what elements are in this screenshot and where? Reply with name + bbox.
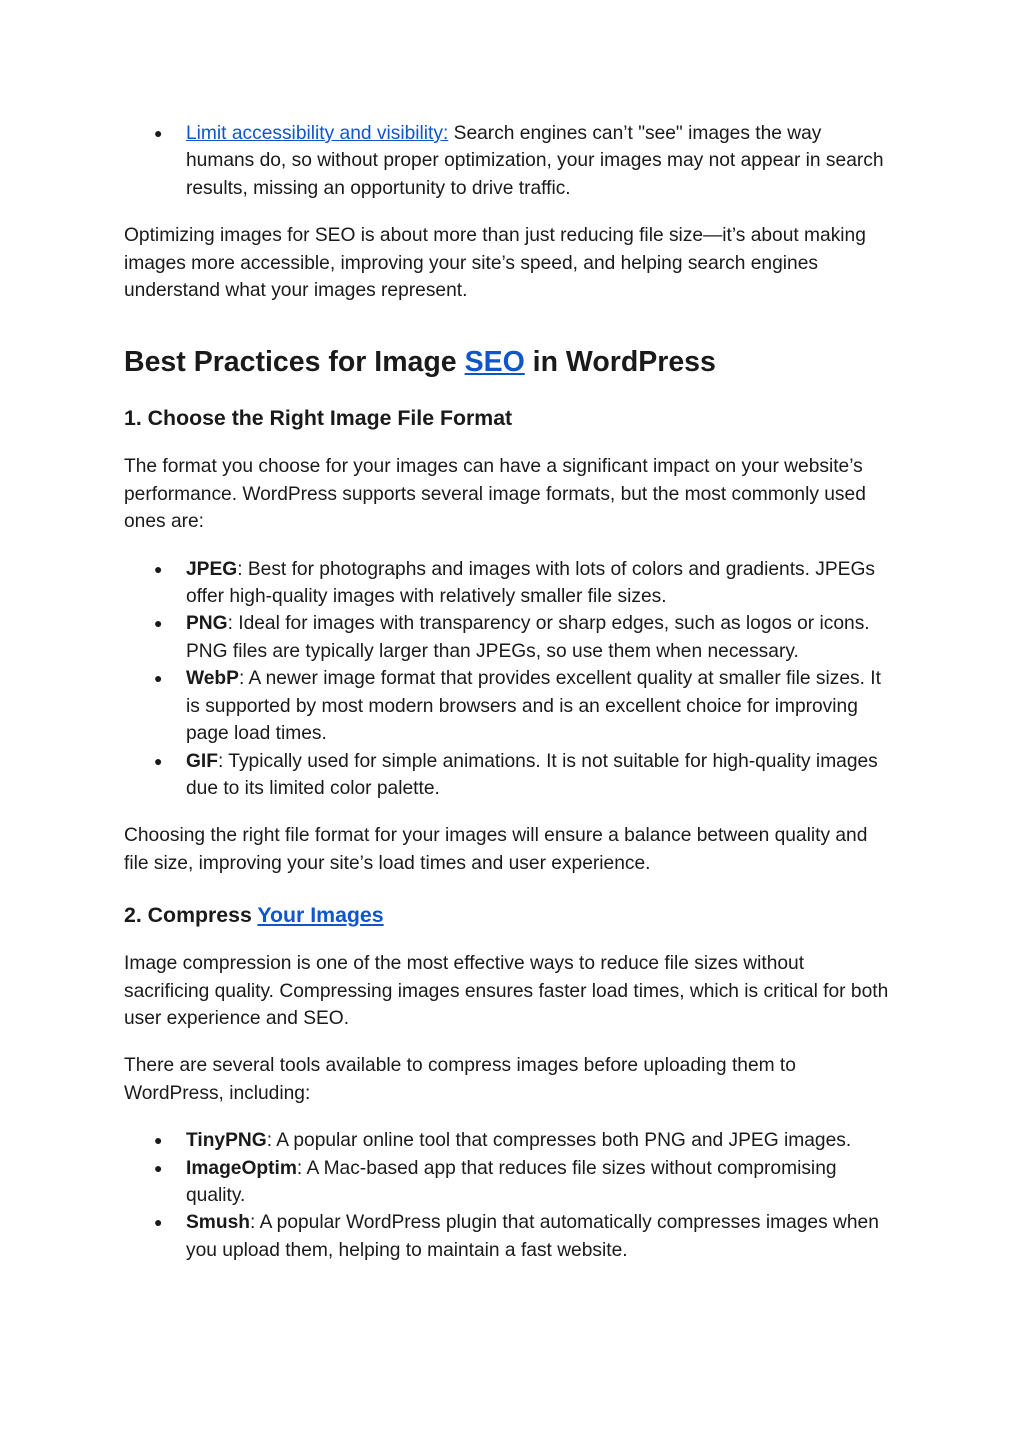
tool-desc: : A popular online tool that compresses both PNG and JPEG images. (266, 1130, 852, 1152)
section1-paragraph: The format you choose for your images can have a significant impact on your website’s performance. WordPress supports several image formats, but the most commonly used ones are: (124, 456, 866, 533)
format-desc: : Typically used for simple animations. It is not suitable for high-quality images due to its limited color palette. (186, 750, 878, 799)
bullet-icon: ● (154, 1132, 163, 1149)
list-item-text: Search engines can’t "see" images the way humans do, so without proper optimization, your images may not appear in search results, missing an opportunity to drive traffic. (186, 123, 884, 199)
format-term: WebP (186, 668, 239, 690)
section2-paragraph2: There are several tools available to compress images before uploading them to WordPress, including: (124, 1055, 796, 1104)
intro-paragraph: Optimizing images for SEO is about more than just reducing file size—it’s about making images more accessible, improving your site’s speed, and helping search engines understand what your images represent. (124, 225, 866, 302)
bullet-icon: ● (154, 125, 163, 141)
main-heading (124, 344, 894, 380)
format-term: PNG (186, 613, 228, 635)
tool-term: Smush (186, 1212, 250, 1234)
intro-bullet-list (124, 120, 894, 202)
format-term: JPEG (186, 558, 238, 580)
main-heading-text: Best Practices for Image (124, 346, 465, 379)
tool-term: ImageOptim (186, 1157, 297, 1179)
bullet-icon: ● (154, 1159, 163, 1176)
seo-link[interactable]: SEO (464, 346, 525, 379)
section1-heading: 1. Choose the Right Image File Format (124, 406, 513, 431)
bullet-icon: ● (154, 560, 163, 577)
section2-heading (124, 901, 894, 929)
bullet-icon: ● (154, 1214, 163, 1231)
list-item (124, 556, 894, 611)
accessibility-link[interactable]: Limit accessibility and visibility (186, 123, 443, 144)
tool-term: TinyPNG (186, 1130, 267, 1152)
list-item (124, 1155, 894, 1210)
format-list (124, 556, 894, 803)
bullet-icon: ● (154, 615, 163, 632)
list-item (124, 1209, 894, 1264)
accessibility-link-colon[interactable]: : (442, 123, 449, 144)
format-desc: : A newer image format that provides excellent quality at smaller file sizes. It is supported by most modern browsers and is an excellent choice for improving page load times. (186, 668, 881, 745)
section1-closing: Choosing the right file format for your images will ensure a balance between quality and file size, improving your site’s load times and user experience. (124, 825, 868, 874)
list-item (124, 1127, 894, 1154)
tool-desc: : A Mac-based app that reduces file sizes without compromising quality. (186, 1157, 837, 1206)
bullet-icon: ● (154, 752, 163, 769)
format-desc: : Best for photographs and images with lots of colors and gradients. JPEGs offer high-quality images with relatively smaller file sizes. (186, 558, 875, 608)
section2-paragraph1: Image compression is one of the most effective ways to reduce file sizes without sacrificing quality. Compressing images ensures faster load times, which is critical for both user experience and SEO. (124, 953, 889, 1029)
format-term: GIF (186, 750, 218, 772)
list-item (124, 665, 894, 747)
list-item (124, 748, 894, 803)
tool-desc: : A popular WordPress plugin that automatically compresses images when you upload them, helping to maintain a fast website. (186, 1212, 879, 1261)
your-images-link[interactable]: Your Images (257, 903, 384, 928)
tools-list (124, 1127, 894, 1264)
bullet-icon: ● (154, 670, 163, 687)
format-desc: : Ideal for images with transparency or sharp edges, such as logos or icons. PNG files are typically larger than JPEGs, so use them when necessary. (186, 613, 870, 662)
section2-heading-text: 2. Compress (124, 903, 258, 928)
list-item (124, 610, 894, 665)
list-item (124, 120, 894, 202)
main-heading-text-end: in WordPress (524, 346, 716, 379)
